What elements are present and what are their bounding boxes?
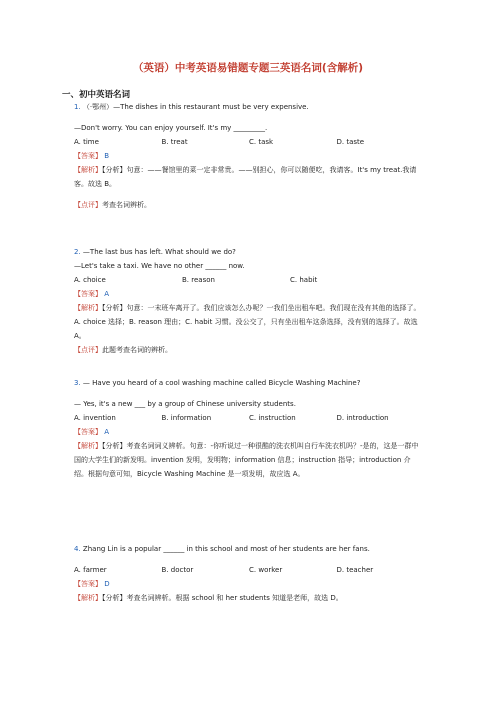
answer-line [74,577,424,591]
answer-value: A [104,290,110,298]
question-line2: —Don't worry. You can enjoy yourself. It's my _________. [74,124,268,132]
analysis-text: 【分析】考查名词辨析。根据 school 和 her students 知道是老师，故选 D。 [102,594,343,602]
question-number: 2. [74,248,81,256]
option-b: B. reason [182,276,215,284]
analysis-text: 【分析】句意：——餐馆里的菜一定非常贵。——别担心，你可以随便吃，我请客。It's my treat.我请客。故选 B。 [74,166,417,188]
option-b: B. treat [161,138,188,146]
question-stem [74,100,424,114]
question-source: （·鄂州） [82,103,114,111]
option-c: C. worker [249,566,283,574]
question-text: — Have you heard of a cool washing machine called Bicycle Washing Machine? [82,379,361,387]
analysis-label: 【解析】 [74,442,102,450]
analysis-text: 【分析】句意：一末班车离开了。我们应该怎么办呢？一我们坐出租车吧。我们现在没有其他的选择了。A. choice 选择；B. reason 理由；C. habit 习惯。没公交了，只有坐出租车这条选择，没有别的选择了。故选 A。 [74,304,421,340]
options-row [74,135,424,149]
answer-value: D [104,580,110,588]
answer-value: B [104,152,110,160]
question-number: 4. [74,545,81,553]
answer-line [74,425,424,439]
question-4 [74,542,424,605]
analysis-label: 【解析】 [74,166,102,174]
analysis-line [74,591,424,605]
option-d: D. introduction [336,414,389,422]
answer-label: 【答案】 [74,580,102,588]
answer-label: 【答案】 [74,290,102,298]
question-stem [74,542,424,556]
option-b: B. doctor [161,566,194,574]
option-c: C. habit [290,276,318,284]
option-c: C. instruction [249,414,296,422]
option-a: A. farmer [74,566,107,574]
options-row [74,411,424,425]
question-stem [74,376,424,390]
option-d: D. teacher [336,566,374,574]
question-3 [74,376,424,481]
answer-value: A [104,428,110,436]
question-2 [74,245,424,357]
question-number: 1. [74,103,81,111]
question-text: Zhang Lin is a popular ______ in this school and most of her students are her fans. [82,545,370,553]
analysis-line [74,301,424,343]
comment-label: 【点评】 [74,201,102,209]
option-a: A. choice [74,276,106,284]
option-a: A. invention [74,414,116,422]
analysis-text: 【分析】考查名词词义辨析。句意：-你听说过一种很酷的洗衣机叫自行车洗衣机吗？-是的，这是一群中国的大学生们的新发明。invention 发明，发明物；information 信息；instruction 指导；introduction 介绍。根据句意可知，Bicycle Washing Machine 是一项发明，故应选 A。 [74,442,419,478]
question-line2: — Yes, it's a new ___ by a group of Chinese university students. [74,400,296,408]
analysis-line [74,439,424,481]
option-c: C. task [249,138,274,146]
answer-line [74,287,424,301]
options-row [74,563,424,577]
section-heading: 一、初中英语名词 [62,90,131,100]
answer-label: 【答案】 [74,152,102,160]
analysis-label: 【解析】 [74,594,102,602]
comment-text: 此题考查名词的辨析。 [102,346,172,354]
question-stem [74,245,424,259]
option-d: D. taste [336,138,365,146]
option-b: B. information [161,414,212,422]
answer-line [74,149,424,163]
comment-line [74,198,424,212]
analysis-label: 【解析】 [74,304,102,312]
comment-label: 【点评】 [74,346,102,354]
options-row [74,273,424,287]
comment-text: 考查名词辨析。 [102,201,151,209]
question-text: —The dishes in this restaurant must be very expensive. [113,103,309,111]
question-text: —The last bus has left. What should we do? [82,248,236,256]
comment-line [74,343,424,357]
question-1 [74,100,424,212]
analysis-line [74,163,424,191]
question-line2: —Let's take a taxi. We have no other ______ now. [74,262,245,270]
question-number: 3. [74,379,81,387]
option-a: A. time [74,138,99,146]
answer-label: 【答案】 [74,428,102,436]
page-title: （英语）中考英语易错题专题三英语名词(含解析) [132,62,364,74]
